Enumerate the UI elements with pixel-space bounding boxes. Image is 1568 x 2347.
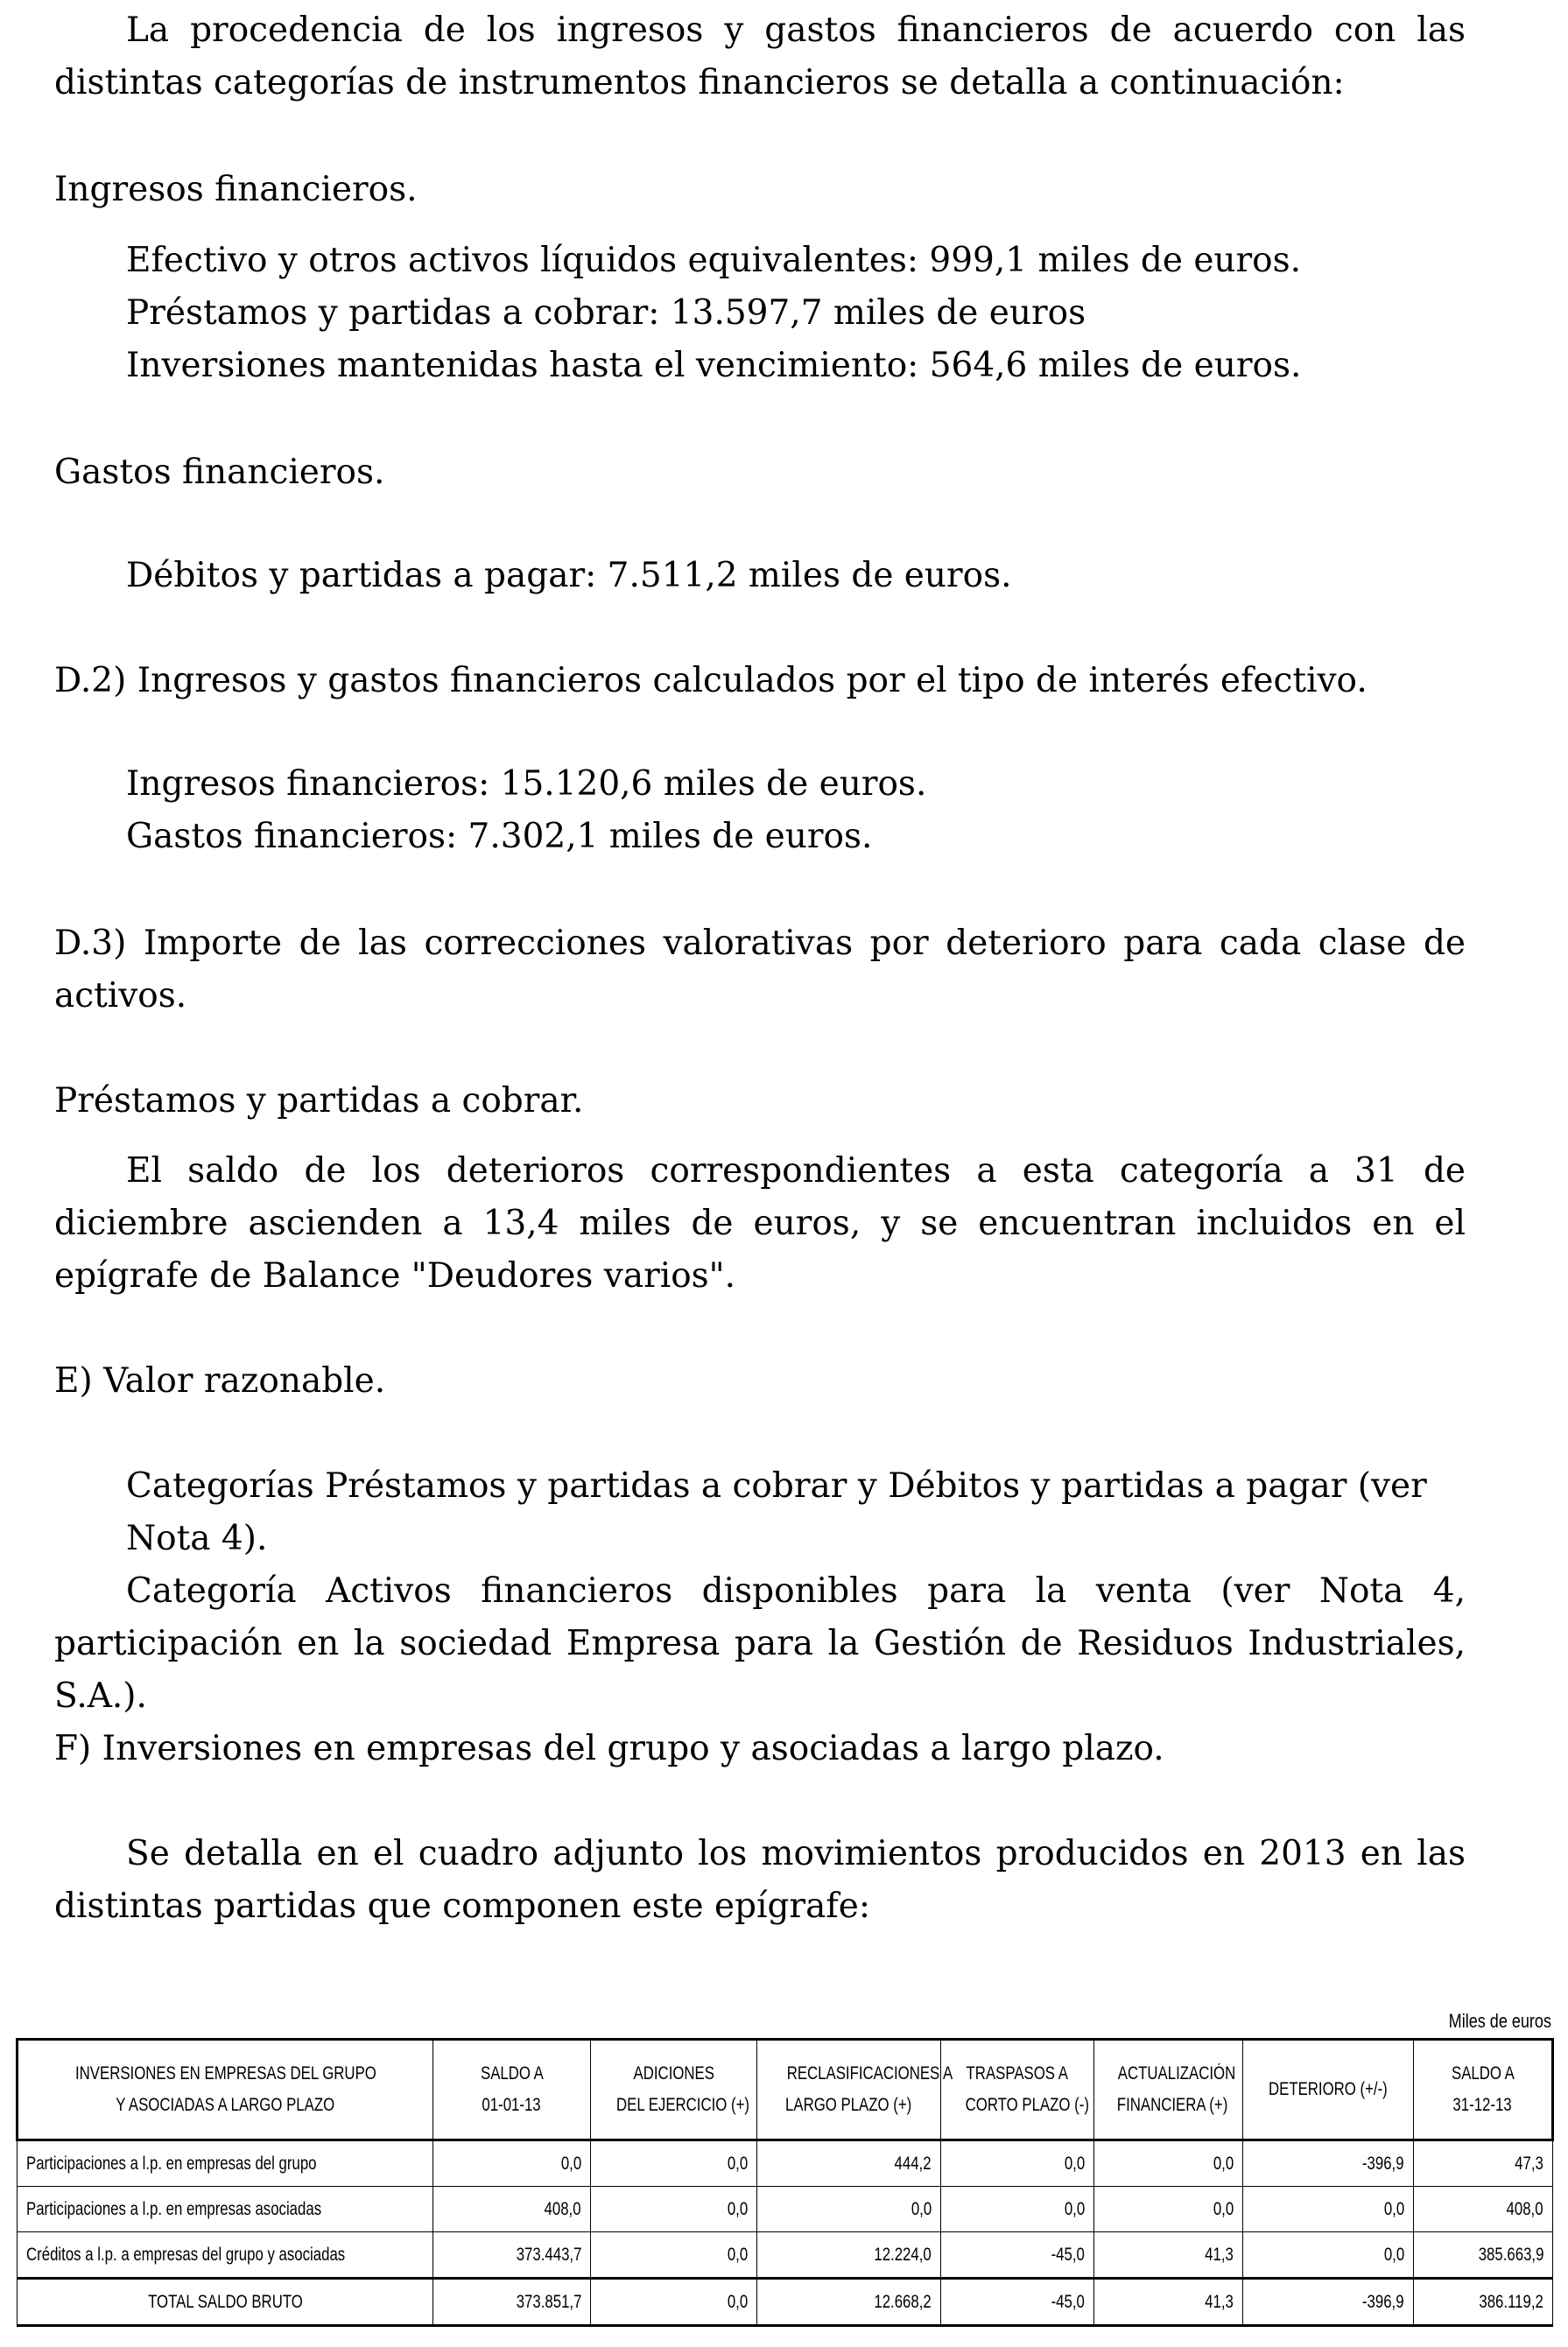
cell-value: 0,0 [1094,2140,1243,2187]
total-value: -396,9 [1243,2279,1414,2326]
header-reclasificaciones: RECLASIFICACIONES A LARGO PLAZO (+) [757,2040,941,2140]
cell-value: 0,0 [1094,2187,1243,2232]
cell-value: 0,0 [591,2140,757,2187]
total-value: 12.668,2 [757,2279,941,2326]
row-label: Participaciones a l.p. en empresas asociadas [18,2187,433,2232]
units-label: Miles de euros [1448,2010,1551,2032]
total-label: TOTAL SALDO BRUTO [18,2279,433,2326]
cell-value: 0,0 [433,2140,591,2187]
cell-value: 0,0 [1243,2232,1414,2279]
cell-value: -396,9 [1243,2140,1414,2187]
header-saldo-final: SALDO A 31-12-13 [1414,2040,1553,2140]
header-deterioro: DETERIORO (+/-) [1243,2040,1414,2140]
ingresos-heading: Ingresos financieros. [54,170,418,209]
investments-table-section [16,2008,1551,2327]
total-value: 373.851,7 [433,2279,591,2326]
table-row [18,2140,1553,2187]
cell-value: 41,3 [1094,2232,1243,2279]
total-value: -45,0 [941,2279,1094,2326]
header-actualizacion: ACTUALIZACIÓN FINANCIERA (+) [1094,2040,1243,2140]
table-row [18,2187,1553,2232]
prestamos-heading: Préstamos y partidas a cobrar. [54,1081,584,1121]
d2-heading: D.2) Ingresos y gastos financieros calculados por el tipo de interés efectivo. [54,661,1368,700]
f-paragraph: Se detalla en el cuadro adjunto los movimientos producidos en 2013 en las distintas partidas que componen este epígrafe: [54,1834,1466,1926]
table-row [18,2232,1553,2279]
total-row [18,2279,1553,2326]
cell-value: 385.663,9 [1414,2232,1553,2279]
cell-value: 373.443,7 [433,2232,591,2279]
ingresos-item-2: Préstamos y partidas a cobrar: 13.597,7 miles de euros [126,293,1086,333]
total-value: 386.119,2 [1414,2279,1553,2326]
cell-value: 0,0 [757,2187,941,2232]
cell-value: 0,0 [941,2187,1094,2232]
table-header-row [18,2040,1553,2140]
e-paragraph-1: Categorías Préstamos y partidas a cobrar y Débitos y partidas a pagar (ver Nota 4). [126,1466,1427,1558]
header-saldo-inicial: SALDO A 01-01-13 [433,2040,591,2140]
row-label: Participaciones a l.p. en empresas del grupo [18,2140,433,2187]
d3-heading: D.3) Importe de las correcciones valorativas por deterioro para cada clase de activos. [54,924,1466,1015]
cell-value: 408,0 [433,2187,591,2232]
ingresos-item-3: Inversiones mantenidas hasta el vencimiento: 564,6 miles de euros. [126,346,1302,385]
gastos-item-1: Débitos y partidas a pagar: 7.511,2 miles de euros. [126,556,1012,595]
cell-value: 444,2 [757,2140,941,2187]
cell-value: 47,3 [1414,2140,1553,2187]
ingresos-item-1: Efectivo y otros activos líquidos equivalentes: 999,1 miles de euros. [126,241,1302,280]
gastos-heading: Gastos financieros. [54,453,385,492]
prestamos-paragraph: El saldo de los deterioros correspondientes a esta categoría a 31 de diciembre ascienden a 13,4 miles de euros, y se encuentran incluidos en el epígrafe de Balance "Deudores varios". [54,1151,1466,1296]
row-label: Créditos a l.p. a empresas del grupo y asociadas [18,2232,433,2279]
total-value: 41,3 [1094,2279,1243,2326]
intro-paragraph: La procedencia de los ingresos y gastos financieros de acuerdo con las distintas categorías de instrumentos financieros se detalla a continuación: [54,11,1466,102]
cell-value: 0,0 [941,2140,1094,2187]
d2-item-2: Gastos financieros: 7.302,1 miles de euros. [126,817,873,856]
header-concepto: INVERSIONES EN EMPRESAS DEL GRUPO Y ASOCIADAS A LARGO PLAZO [18,2040,433,2140]
cell-value: 12.224,0 [757,2232,941,2279]
cell-value: 0,0 [1243,2187,1414,2232]
header-adiciones: ADICIONES DEL EJERCICIO (+) [591,2040,757,2140]
f-heading: F) Inversiones en empresas del grupo y asociadas a largo plazo. [54,1729,1164,1768]
e-paragraph-2: Categoría Activos financieros disponibles para la venta (ver Nota 4, participación en la sociedad Empresa para la Gestión de Residuos Industriales, S.A.). [54,1571,1466,1716]
cell-value: 408,0 [1414,2187,1553,2232]
e-heading: E) Valor razonable. [54,1361,386,1401]
header-traspasos: TRASPASOS A CORTO PLAZO (-) [941,2040,1094,2140]
cell-value: 0,0 [591,2232,757,2279]
d2-item-1: Ingresos financieros: 15.120,6 miles de euros. [126,764,927,804]
cell-value: -45,0 [941,2232,1094,2279]
cell-value: 0,0 [591,2187,757,2232]
investments-table [16,2038,1554,2327]
total-value: 0,0 [591,2279,757,2326]
